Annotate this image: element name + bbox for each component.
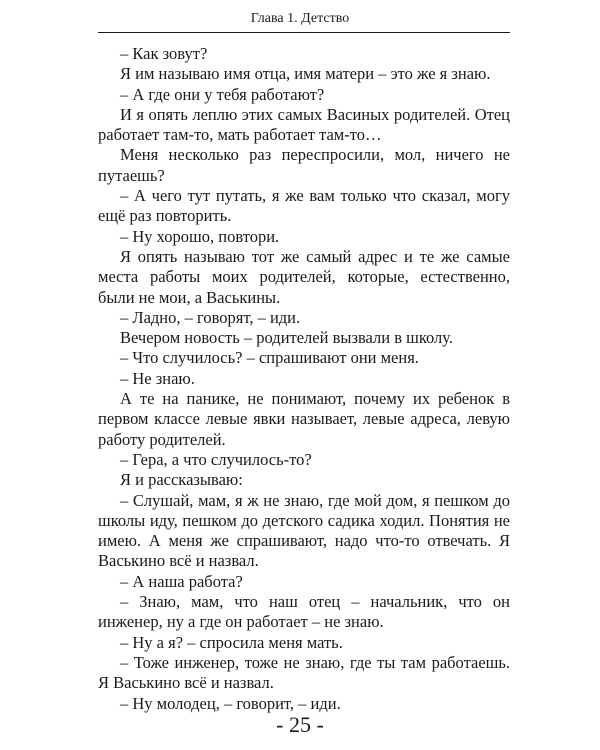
paragraph: – Ладно, – говорят, – иди.	[120, 307, 301, 327]
paragraph: – А чего тут путать, я же вам только что сказал, могу ещё раз повторить.	[98, 186, 510, 226]
paragraph: Я и рассказываю:	[120, 470, 243, 490]
paragraph: – Ну хорошо, повтори.	[120, 226, 280, 246]
paragraph: – А где они у тебя работают?	[120, 84, 325, 104]
paragraph: А те на панике, не понимают, почему их ребенок в первом классе левые явки называет, левые адреса, левую работу родителей.	[98, 389, 510, 449]
running-header: Глава 1. Детство	[250, 11, 350, 26]
paragraph: И я опять леплю этих самых Васиных родителей. Отец работает там-то, мать работает там-то…	[98, 104, 510, 145]
paragraph: – А наша работа?	[120, 571, 243, 591]
paragraph: Я им называю имя отца, имя матери – это же я знаю.	[120, 64, 491, 84]
paragraph: – Гера, а что случилось-то?	[120, 449, 312, 469]
paragraph: Меня несколько раз переспросили, мол, ничего не путаешь?	[98, 145, 510, 185]
paragraph: – Не знаю.	[120, 368, 195, 388]
page-body	[98, 44, 510, 714]
header-rule	[98, 32, 510, 33]
paragraph: – Ну молодец, – говорит, – иди.	[120, 693, 341, 713]
paragraph: Вечером новость – родителей вызвали в школу.	[120, 328, 453, 348]
paragraph: – Ну а я? – спросила меня мать.	[120, 632, 343, 652]
paragraph: – Как зовут?	[120, 44, 208, 63]
page-number: - 25 -	[276, 712, 324, 737]
paragraph: – Слушай, мам, я ж не знаю, где мой дом, я пешком до школы иду, пешком до детского садика ходил. Понятия не имею. А меня же спрашивают, надо что-то отвечать. Я Васькино всё и назвал.	[98, 490, 510, 571]
paragraph: – Тоже инженер, тоже не знаю, где ты там работаешь. Я Васькино всё и назвал.	[98, 652, 510, 693]
paragraph: Я опять называю тот же самый адрес и те же самые места работы моих родителей, которые, естественно, были не мои, а Васькины.	[98, 246, 510, 307]
paragraph: – Что случилось? – спрашивают они меня.	[120, 348, 419, 368]
paragraph: – Знаю, мам, что наш отец – начальник, что он инженер, ну а где он работает – не знаю.	[98, 592, 510, 632]
